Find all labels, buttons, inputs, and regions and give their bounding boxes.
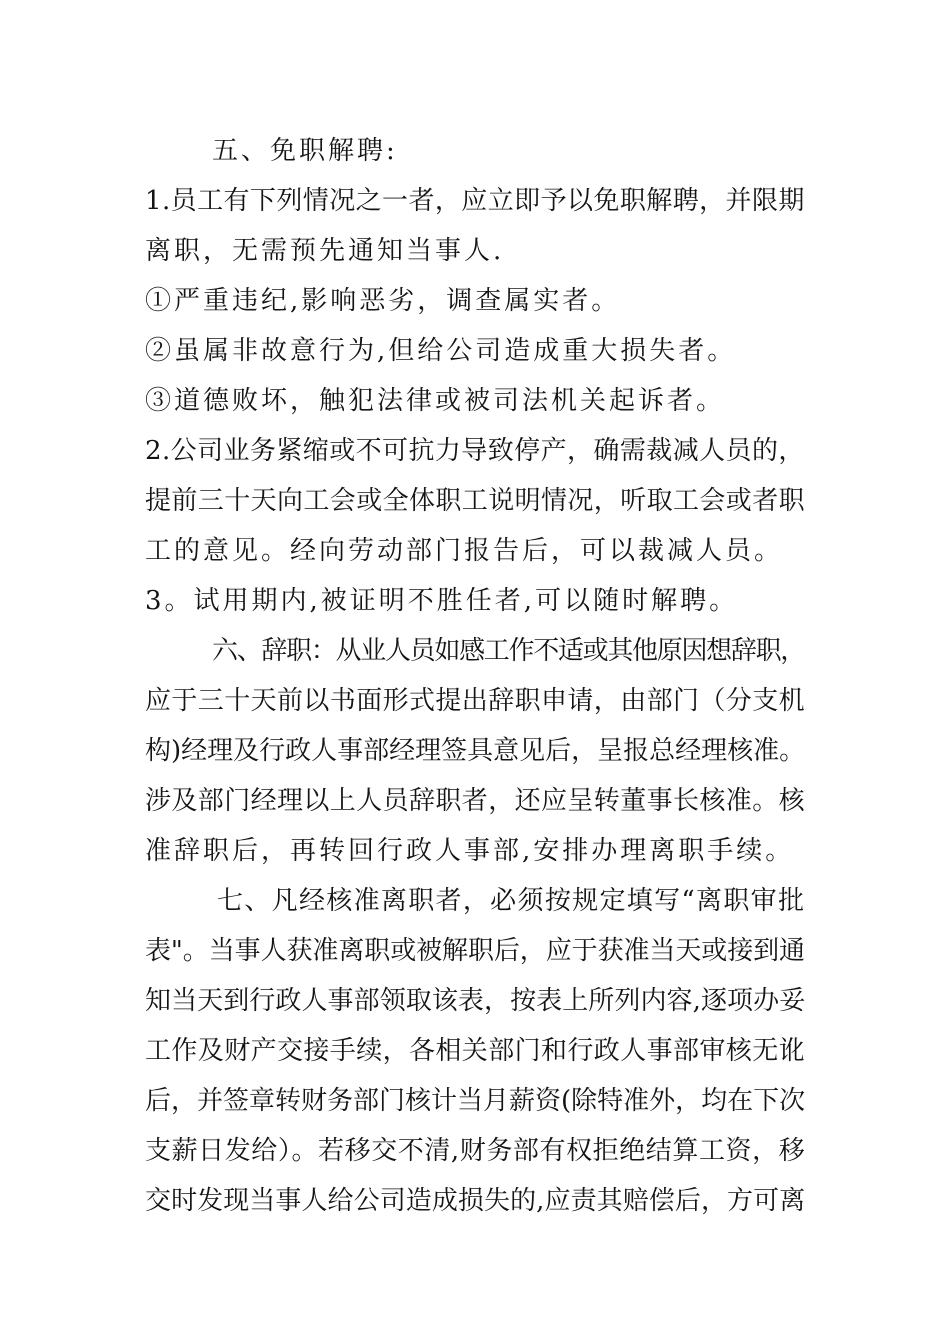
paragraph-line: 交时发现当事人给公司造成损失的,应责其赔偿后，方可离: [145, 1186, 806, 1216]
list-item: ②虽属非故意行为,但给公司造成重大损失者。: [145, 336, 737, 366]
paragraph-line: 知当天到行政人事部领取该表，按表上所列内容,逐项办妥: [145, 986, 806, 1016]
paragraph-line: 工作及财产交接手续，各相关部门和行政人事部审核无讹: [145, 1036, 806, 1066]
section-7-heading: 七、凡经核准离职者，必须按规定填写“离职审批: [217, 886, 806, 916]
paragraph-line: 表"。当事人获准离职或被解职后，应于获准当天或接到通: [145, 936, 805, 966]
section-6-heading: 六、辞职：从业人员如感工作不适或其他原因想辞职，: [212, 636, 806, 666]
paragraph-line: 离职，无需预先通知当事人.: [145, 236, 505, 266]
section-5-heading: 五、免职解聘:: [212, 136, 398, 166]
paragraph-line: 提前三十天向工会或全体职工说明情况，听取工会或者职: [145, 486, 806, 516]
paragraph-line: 2.公司业务紧缩或不可抗力导致停产，确需裁减人员的，: [145, 436, 805, 466]
paragraph-line: 支薪日发给）。若移交不清,财务部有权拒绝结算工资，移: [145, 1136, 806, 1166]
paragraph-line: 工的意见。经向劳动部门报告后，可以裁减人员。: [145, 536, 784, 566]
paragraph-line: 构)经理及行政人事部经理签具意见后，呈报总经理核准。: [145, 736, 806, 766]
list-item: ①严重违纪,影响恶劣，调查属实者。: [145, 286, 621, 316]
paragraph-line: 1.员工有下列情况之一者，应立即予以免职解聘，并限期: [145, 186, 805, 216]
paragraph-line: 应于三十天前以书面形式提出辞职申请，由部门（分支机: [145, 686, 806, 716]
list-item: ③道德败坏，触犯法律或被司法机关起诉者。: [145, 386, 726, 416]
paragraph-line: 3。试用期内,被证明不胜任者,可以随时解聘。: [145, 586, 739, 616]
paragraph-line: 后，并签章转财务部门核计当月薪资(除特准外，均在下次: [145, 1086, 806, 1116]
paragraph-line: 准辞职后，再转回行政人事部,安排办理离职手续。: [145, 836, 795, 866]
paragraph-line: 涉及部门经理以上人员辞职者，还应呈转董事长核准。核: [145, 786, 806, 816]
